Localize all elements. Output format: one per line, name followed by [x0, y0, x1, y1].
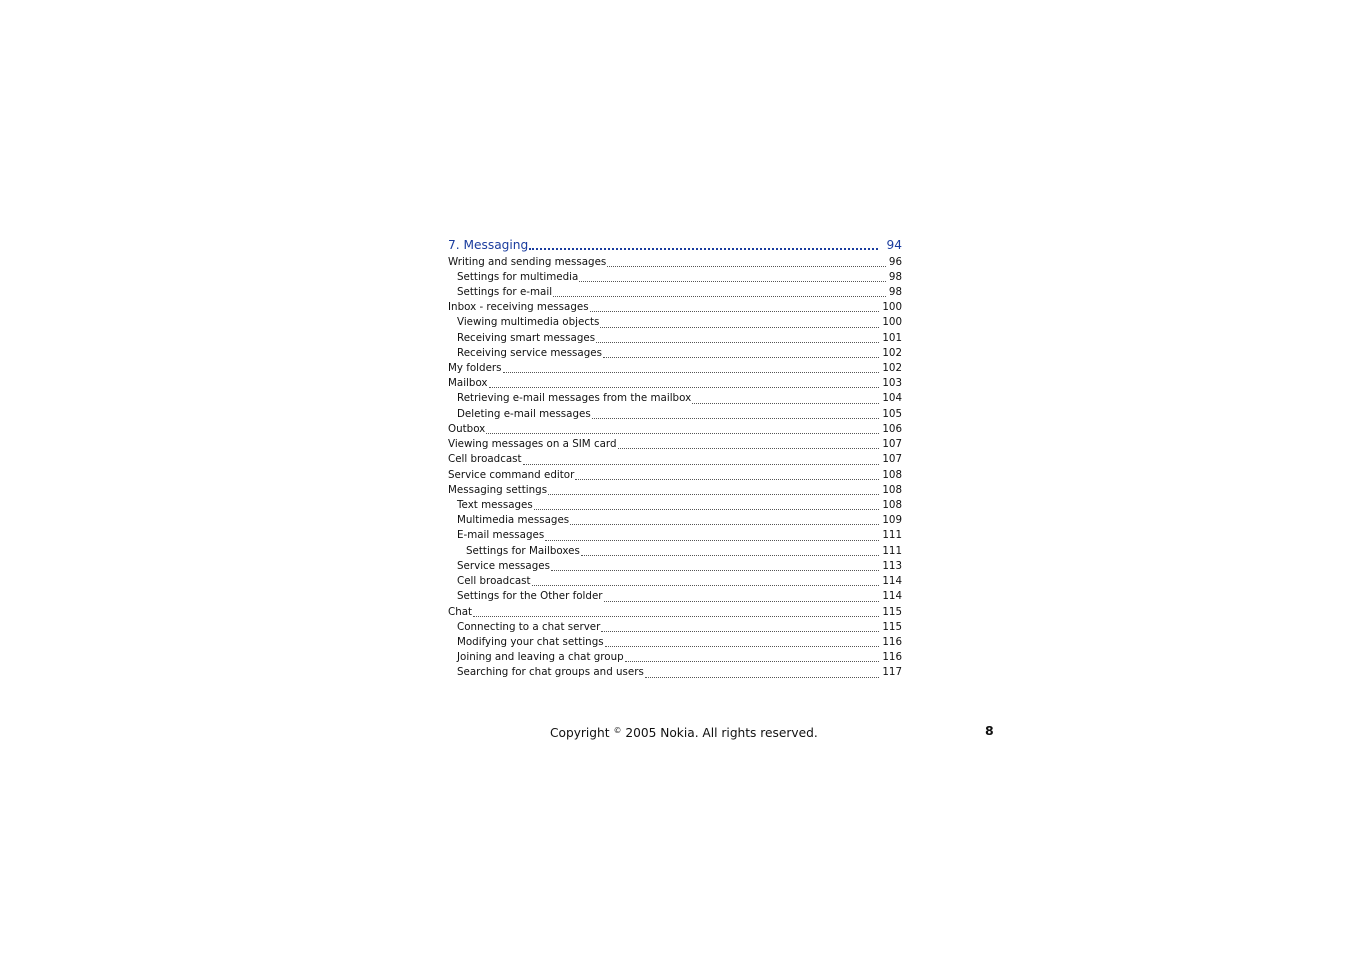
toc-entry[interactable]	[448, 407, 902, 422]
table-of-contents	[448, 237, 902, 681]
toc-entry-page-number: 102	[882, 362, 902, 375]
toc-entry-title: Service command editor	[448, 468, 575, 481]
dot-leader	[473, 606, 879, 617]
dot-leader	[603, 347, 879, 358]
toc-entry[interactable]	[448, 528, 902, 543]
toc-entry[interactable]	[448, 589, 902, 604]
dot-leader	[489, 377, 880, 388]
dot-leader	[645, 667, 880, 678]
toc-entry-page-number: 109	[882, 514, 902, 527]
copyright-suffix: 2005 Nokia. All rights reserved.	[625, 726, 818, 740]
toc-entry[interactable]	[448, 391, 902, 406]
chapter-page-number: 94	[886, 238, 902, 252]
dot-leader	[570, 514, 879, 525]
toc-entry-page-number: 114	[882, 575, 902, 588]
toc-entry[interactable]	[448, 574, 902, 589]
toc-entry-title: Modifying your chat settings	[457, 635, 604, 648]
toc-entry[interactable]	[448, 300, 902, 315]
toc-entry-page-number: 107	[882, 453, 902, 466]
toc-entry[interactable]	[448, 650, 902, 665]
toc-entry-page-number: 108	[882, 468, 902, 481]
toc-entry-title: E-mail messages	[457, 529, 545, 542]
dot-leader	[600, 317, 879, 328]
dot-leader	[607, 256, 886, 267]
toc-entry-page-number: 115	[882, 605, 902, 618]
toc-entry-title: Viewing multimedia objects	[457, 316, 600, 329]
toc-entry-page-number: 98	[888, 270, 902, 283]
toc-entry[interactable]	[448, 483, 902, 498]
toc-entry-title: Messaging settings	[448, 483, 548, 496]
toc-entry-title: Searching for chat groups and users	[457, 666, 644, 679]
copyright-symbol: ©	[613, 726, 622, 735]
toc-entry-page-number: 116	[882, 651, 902, 664]
toc-entry-title: Text messages	[457, 499, 533, 511]
toc-entry-page-number: 108	[882, 499, 902, 511]
dot-leader	[486, 423, 879, 434]
toc-entry-page-number: 101	[882, 331, 902, 344]
toc-entry[interactable]	[448, 376, 902, 391]
dot-leader	[579, 271, 886, 282]
dot-leader	[575, 469, 879, 480]
dot-leader	[596, 332, 879, 343]
toc-chapter-heading[interactable]	[448, 237, 902, 254]
toc-entry-title: My folders	[448, 362, 502, 375]
dot-leader	[532, 575, 880, 586]
dot-leader	[503, 362, 880, 373]
toc-entry-page-number: 117	[882, 666, 902, 679]
toc-entry[interactable]	[448, 437, 902, 452]
toc-entry-title: Receiving smart messages	[457, 331, 596, 344]
toc-entry-page-number: 106	[882, 422, 902, 435]
toc-entry-title: Cell broadcast	[457, 575, 531, 588]
toc-entry-page-number: 113	[882, 559, 902, 572]
toc-entry[interactable]	[448, 544, 902, 559]
dot-leader	[529, 238, 878, 250]
chapter-title: 7. Messaging	[448, 238, 529, 252]
toc-entry-page-number: 114	[882, 590, 902, 603]
toc-entry[interactable]	[448, 285, 902, 300]
toc-entry-page-number: 107	[882, 438, 902, 451]
dot-leader	[601, 621, 879, 632]
toc-entry[interactable]	[448, 620, 902, 635]
toc-entry-title: Viewing messages on a SIM card	[448, 438, 617, 451]
toc-entry-title: Settings for e-mail	[457, 285, 553, 298]
toc-entry[interactable]	[448, 422, 902, 437]
toc-entry-page-number: 108	[882, 483, 902, 496]
toc-entry[interactable]	[448, 635, 902, 650]
copyright-notice	[550, 722, 818, 742]
toc-entry[interactable]	[448, 468, 902, 483]
toc-entry[interactable]	[448, 361, 902, 376]
dot-leader	[618, 438, 880, 449]
toc-entry[interactable]	[448, 559, 902, 574]
toc-entry-title: Writing and sending messages	[448, 255, 607, 268]
toc-entry-page-number: 100	[882, 316, 902, 329]
copyright-prefix: Copyright	[550, 726, 610, 740]
toc-entry-title: Service messages	[457, 559, 550, 572]
dot-leader	[592, 408, 880, 419]
toc-entry-page-number: 111	[882, 529, 902, 542]
toc-entry-page-number: 116	[882, 635, 902, 648]
toc-entry-page-number: 115	[882, 620, 902, 633]
dot-leader	[605, 636, 880, 647]
toc-entry-title: Mailbox	[448, 377, 488, 390]
dot-leader	[604, 591, 880, 602]
dot-leader	[548, 484, 879, 495]
dot-leader	[590, 301, 880, 312]
toc-entry[interactable]	[448, 452, 902, 467]
toc-entry-page-number: 96	[888, 255, 902, 268]
toc-entry-title: Chat	[448, 605, 473, 618]
toc-entry-title: Inbox - receiving messages	[448, 301, 589, 314]
toc-entry[interactable]	[448, 315, 902, 330]
toc-entry[interactable]	[448, 346, 902, 361]
toc-entry[interactable]	[448, 665, 902, 680]
toc-entry-title: Outbox	[448, 422, 486, 435]
dot-leader	[692, 393, 879, 404]
toc-entry[interactable]	[448, 331, 902, 346]
toc-entry[interactable]	[448, 498, 902, 513]
toc-entry-page-number: 111	[882, 544, 902, 557]
toc-entry-page-number: 102	[882, 346, 902, 359]
toc-entry-title: Retrieving e-mail messages from the mailbox	[457, 392, 692, 405]
toc-entry[interactable]	[448, 513, 902, 528]
toc-entry-title: Connecting to a chat server	[457, 620, 601, 633]
toc-entry-title: Settings for multimedia	[457, 270, 579, 283]
toc-entry-title: Multimedia messages	[457, 514, 570, 527]
toc-entry[interactable]	[448, 255, 902, 270]
dot-leader	[581, 545, 879, 556]
toc-entry-page-number: 105	[882, 407, 902, 420]
dot-leader	[551, 560, 879, 571]
toc-entry-title: Receiving service messages	[457, 346, 602, 359]
dot-leader	[625, 651, 880, 662]
dot-leader	[545, 530, 879, 541]
toc-entry-title: Settings for the Other folder	[457, 590, 603, 603]
toc-entry-page-number: 98	[888, 285, 902, 298]
toc-entry-title: Cell broadcast	[448, 453, 522, 466]
toc-entry[interactable]	[448, 270, 902, 285]
toc-entry-title: Deleting e-mail messages	[457, 407, 591, 420]
dot-leader	[534, 499, 880, 510]
toc-entry-list	[448, 255, 902, 681]
toc-entry-title: Joining and leaving a chat group	[457, 651, 624, 664]
dot-leader	[553, 286, 886, 297]
toc-entry-page-number: 100	[882, 301, 902, 314]
dot-leader	[523, 454, 880, 465]
toc-entry-page-number: 103	[882, 377, 902, 390]
toc-entry[interactable]	[448, 605, 902, 620]
toc-entry-title: Settings for Mailboxes	[466, 544, 580, 557]
toc-entry-page-number: 104	[882, 392, 902, 405]
page-number: 8	[985, 723, 994, 738]
